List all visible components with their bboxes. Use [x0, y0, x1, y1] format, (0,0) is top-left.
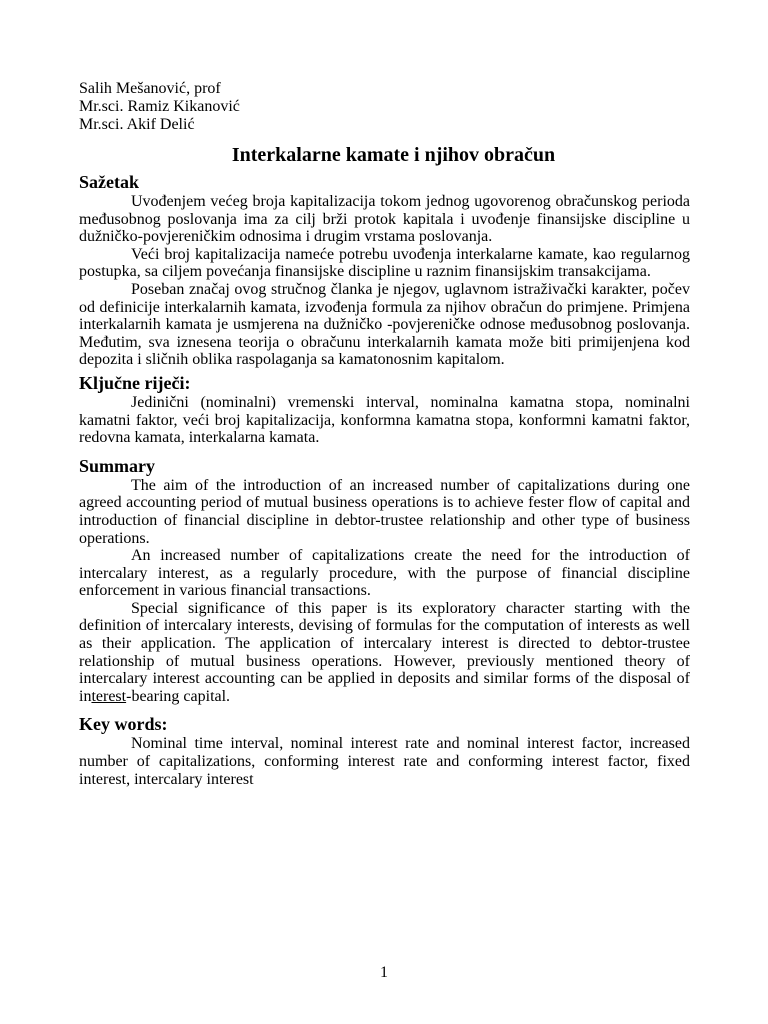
- author-list: [79, 80, 690, 134]
- underlined-word-fragment: terest: [91, 687, 127, 705]
- summary-heading: Summary: [79, 455, 155, 476]
- sazetak-paragraph-1: Uvođenjem većeg broja kapitalizacija tokom jednog ugovorenog obračunskog perioda međusobnog poslovanja ima za cilj brži protok kapitala i uvođenje finansijske discipline u dužničko-povjereničkim odnosima i drugim vrstama poslovanja.: [79, 193, 690, 246]
- author-2: Mr.sci. Ramiz Kikanović: [79, 98, 240, 115]
- author-1: Salih Mešanović, prof: [79, 80, 221, 97]
- summary-paragraph-2: An increased number of capitalizations create the need for the introduction of intercalary interest, as a regularly procedure, with the purpose of financial discipline enforcement in various financial transactions.: [79, 547, 690, 600]
- author-3: Mr.sci. Akif Delić: [79, 116, 195, 133]
- key-words-heading: Key words:: [79, 714, 168, 735]
- sazetak-paragraph-3: Poseban značaj ovog stručnog članka je njegov, uglavnom istraživački karakter, počev od definicije interkalarnih kamata, izvođenja formula za njihov obračun do primjene. Primjena interkalarnih kamata je usmjerena na dužničko -povjereničke odnose međusobnog poslovanja. Međutim, sva iznesena teorija o obračunu interkalarnih kamata može biti primijenjena kod depozita i sličnih oblika raspolaganja sa kamatonosnim kapitalom.: [79, 280, 690, 369]
- sazetak-paragraph-2: Veći broj kapitalizacija nameće potrebu uvođenja interkalarne kamate, kao regularnog postupka, sa ciljem povećanja finansijske discipline u raznim finansijskim transakcijama.: [79, 245, 690, 281]
- page-number: 1: [380, 964, 388, 981]
- summary-paragraph-3: [79, 600, 690, 706]
- key-words-section: [79, 714, 690, 788]
- sazetak-section: [79, 172, 690, 369]
- paper-title: Interkalarne kamate i njihov obračun: [231, 144, 556, 166]
- kljucne-rijeci-text: Jedinični (nominalni) vremenski interval, nominalna kamatna stopa, nominalni kamatni faktor, veći broj kapitalizacija, konformna kamatna stopa, konformni kamatni faktor, redovna kamata, interkalarna kamata.: [79, 393, 690, 447]
- document-page: [79, 80, 690, 788]
- kljucne-rijeci-section: [79, 373, 690, 447]
- summary-paragraph-3-end: -bearing capital.: [126, 687, 231, 705]
- kljucne-rijeci-heading: Ključne riječi:: [79, 372, 191, 393]
- key-words-text: Nominal time interval, nominal interest rate and nominal interest factor, increased number of capitalizations, conforming interest rate and conforming interest factor, fixed interest, intercalary interest: [79, 735, 690, 788]
- summary-section: [79, 456, 690, 706]
- summary-paragraph-3-start: Special significance of this paper is its exploratory character starting with the definition of intercalary interests, devising of formulas for the computation of interests as well as their application. The application of intercalary interest is directed to debtor-trustee relationship of mutual business operations. However, previously mentioned theory of intercalary interest accounting can be applied in deposits and similar forms of the disposal of in: [79, 599, 690, 705]
- sazetak-heading: Sažetak: [79, 172, 139, 192]
- summary-paragraph-1: The aim of the introduction of an increased number of capitalizations during one agreed accounting period of mutual business operations is to achieve fester flow of capital and introduction of financial discipline in debtor-trustee relationship and other type of business operations.: [79, 476, 690, 547]
